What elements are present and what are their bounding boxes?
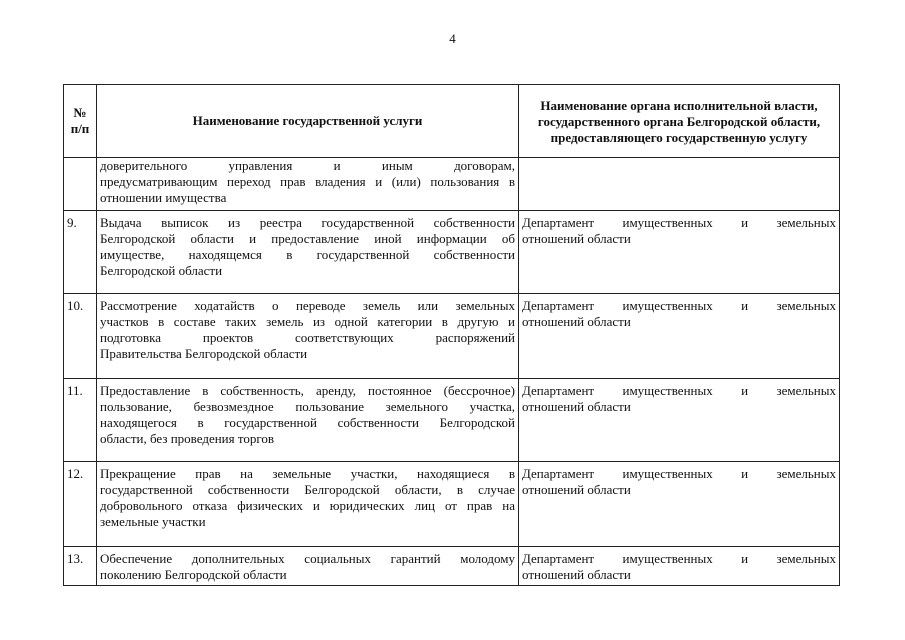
service-line: Рассмотрение ходатайств о переводе земель или земельных (100, 298, 515, 313)
service-line: имуществе, находящемся в государственной собственности (100, 247, 515, 262)
authority-line: Департамент имущественных и земельных (522, 551, 836, 566)
service-line: государственной собственности Белгородской области, в случае (100, 482, 515, 497)
authority-line: отношений области (522, 231, 631, 246)
header-number: № п/п (64, 85, 97, 158)
service-line: находящегося в государственной собственности Белгородской (100, 415, 515, 430)
row-number: 11. (64, 379, 97, 462)
service-name (97, 462, 519, 547)
row-number: 13. (64, 547, 97, 586)
authority-line: отношений области (522, 567, 631, 582)
row-number: 9. (64, 211, 97, 294)
authority-line: Департамент имущественных и земельных (522, 466, 836, 481)
header-service-name: Наименование государственной услуги (97, 85, 519, 158)
authority-name (519, 379, 840, 462)
service-line: Белгородской области (100, 263, 223, 278)
service-line: добровольного отказа физических и юридических лиц от прав на (100, 498, 515, 513)
service-line: пользование, безвозмездное пользование земельного участка, (100, 399, 515, 414)
authority-name (519, 547, 840, 586)
authority-line: отношений области (522, 399, 631, 414)
service-line: земельные участки (100, 514, 206, 529)
service-line: доверительного управления и иным договорам, (100, 158, 515, 173)
row-number: 10. (64, 294, 97, 379)
service-name (97, 379, 519, 462)
authority-line: Департамент имущественных и земельных (522, 215, 836, 230)
authority-name (519, 211, 840, 294)
service-line: отношении имущества (100, 190, 227, 205)
services-table (63, 84, 840, 586)
service-line: Правительства Белгородской области (100, 346, 308, 361)
service-line: Предоставление в собственность, аренду, постоянное (бессрочное) (100, 383, 515, 398)
row-number: 12. (64, 462, 97, 547)
table-row (64, 211, 840, 294)
service-name (97, 211, 519, 294)
service-name (97, 547, 519, 586)
service-line: Прекращение прав на земельные участки, находящиеся в (100, 466, 515, 481)
table-row (64, 294, 840, 379)
table-row (64, 547, 840, 586)
table-row (64, 462, 840, 547)
authority-name (519, 462, 840, 547)
header-authority-name: Наименование органа исполнительной власти, государственного органа Белгородской области, предоставляющего государственную услугу (519, 85, 840, 158)
authority-name (519, 294, 840, 379)
service-line: Выдача выписок из реестра государственной собственности (100, 215, 515, 230)
table-header-row (64, 85, 840, 158)
service-line: Обеспечение дополнительных социальных гарантий молодому (100, 551, 515, 566)
authority-line: Департамент имущественных и земельных (522, 298, 836, 313)
service-name (97, 158, 519, 211)
service-line: области, без проведения торгов (100, 431, 275, 446)
authority-line: Департамент имущественных и земельных (522, 383, 836, 398)
authority-line: отношений области (522, 314, 631, 329)
authority-name (519, 158, 840, 211)
service-line: подготовка проектов соответствующих распоряжений (100, 330, 515, 345)
service-line: предусматривающим переход прав владения и (или) пользования в (100, 174, 515, 189)
service-line: участков в составе таких земель из одной категории в другую и (100, 314, 515, 329)
table-row (64, 158, 840, 211)
row-number (64, 158, 97, 211)
service-line: поколению Белгородской области (100, 567, 287, 582)
table-row (64, 379, 840, 462)
service-line: Белгородской области и предоставление иной информации об (100, 231, 515, 246)
authority-line: отношений области (522, 482, 631, 497)
page-number: 4 (449, 31, 456, 46)
service-name (97, 294, 519, 379)
